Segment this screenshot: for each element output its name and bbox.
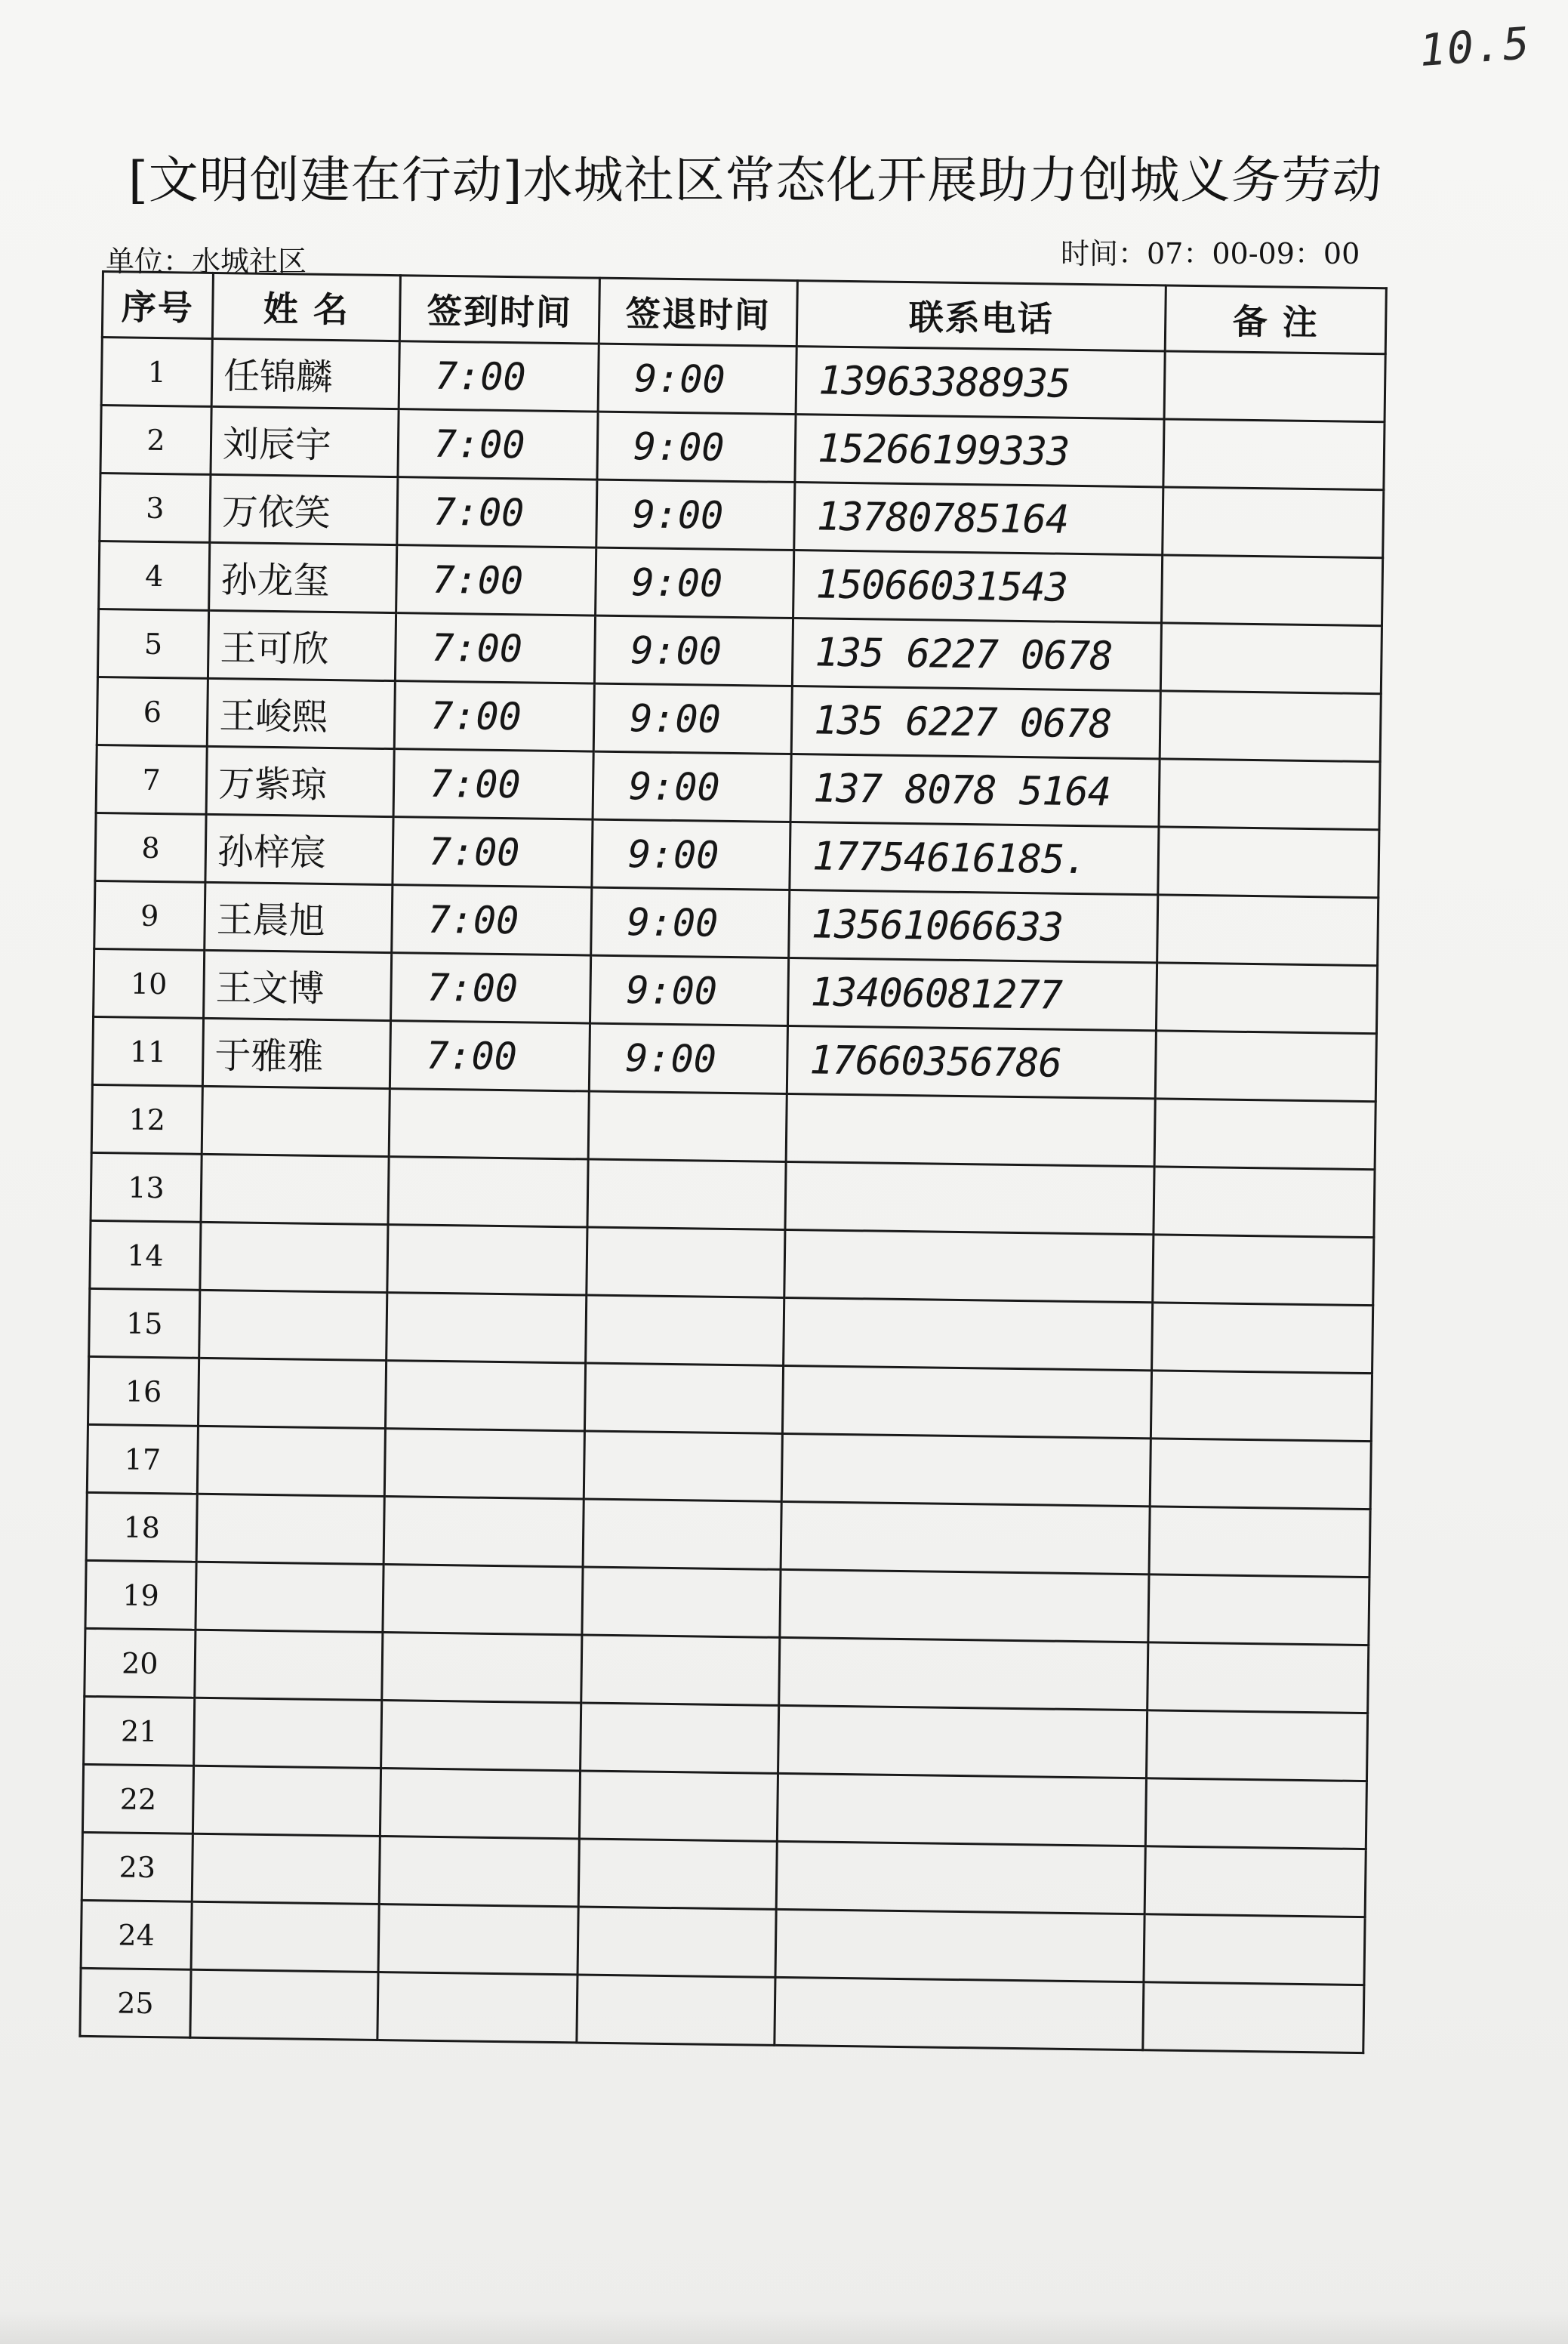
row-sign-out-cell: 9:00: [594, 615, 793, 686]
row-seq-cell: 1: [101, 338, 212, 407]
row-sign-in-cell: 7:00: [391, 953, 591, 1023]
row-seq-cell: 9: [94, 881, 205, 950]
row-sign-out-cell: [581, 1635, 780, 1705]
row-sign-out-cell: 9:00: [593, 683, 792, 754]
row-phone-cell: [778, 1705, 1148, 1778]
row-name-cell: 王可欣: [208, 610, 396, 680]
row-seq-cell: 8: [95, 813, 206, 882]
row-phone-cell: [780, 1569, 1149, 1642]
row-seq-cell: 4: [99, 541, 210, 610]
row-remark-cell: [1163, 419, 1385, 490]
row-sign-in-cell: [383, 1565, 583, 1635]
row-sign-in-cell: 7:00: [396, 545, 596, 615]
row-name-cell: 孙龙玺: [209, 542, 397, 612]
row-name-cell: [199, 1290, 387, 1360]
row-phone-cell: 13406081277: [787, 958, 1157, 1030]
row-remark-cell: [1148, 1574, 1369, 1645]
row-seq-cell: 22: [82, 1764, 193, 1834]
row-sign-out-cell: [579, 1771, 778, 1841]
row-seq-cell: 12: [91, 1084, 202, 1154]
row-sign-out-cell: 9:00: [593, 751, 791, 822]
row-sign-in-cell: [387, 1225, 587, 1295]
row-name-cell: [197, 1426, 385, 1496]
row-sign-out-cell: [584, 1431, 782, 1501]
row-remark-cell: [1151, 1371, 1372, 1442]
row-phone-cell: 13780785164: [794, 483, 1163, 555]
row-name-cell: 王晨旭: [205, 882, 393, 952]
row-sign-out-cell: [584, 1363, 783, 1433]
row-sign-in-cell: [387, 1293, 587, 1363]
row-name-cell: [193, 1766, 380, 1836]
row-name-cell: [200, 1222, 388, 1292]
row-sign-in-cell: 7:00: [399, 341, 599, 412]
row-name-cell: 王峻熙: [207, 678, 395, 748]
row-remark-cell: [1144, 1846, 1366, 1917]
row-sign-in-cell: 7:00: [394, 681, 594, 751]
row-seq-cell: 2: [100, 406, 211, 475]
row-sign-in-cell: [388, 1157, 588, 1227]
row-sign-out-cell: 9:00: [592, 819, 790, 890]
document-title: [文明创建在行动]水城社区常态化开展助力创城义务劳动: [128, 151, 1383, 209]
row-seq-cell: 15: [89, 1288, 200, 1358]
row-name-cell: 任锦麟: [211, 338, 399, 409]
row-sign-out-cell: [578, 1839, 777, 1909]
row-sign-out-cell: [581, 1703, 779, 1773]
row-seq-cell: 7: [96, 745, 207, 814]
header-remark: 备 注: [1165, 285, 1386, 354]
row-sign-out-cell: 9:00: [589, 1023, 787, 1093]
row-phone-cell: [775, 1909, 1144, 1982]
row-sign-in-cell: 7:00: [393, 817, 593, 887]
row-name-cell: 孙梓宸: [205, 814, 393, 884]
row-phone-cell: [784, 1297, 1153, 1370]
row-phone-cell: 13561066633: [789, 890, 1158, 962]
row-remark-cell: [1150, 1439, 1371, 1510]
row-phone-cell: [781, 1433, 1151, 1506]
row-name-cell: [195, 1630, 383, 1700]
row-remark-cell: [1144, 1914, 1365, 1985]
row-seq-cell: 6: [97, 677, 208, 746]
row-remark-cell: [1152, 1303, 1373, 1374]
row-seq-cell: 16: [88, 1356, 199, 1426]
row-sign-in-cell: [377, 1972, 578, 2042]
row-remark-cell: [1156, 963, 1377, 1034]
row-phone-cell: [785, 1161, 1154, 1234]
row-sign-in-cell: [381, 1701, 581, 1771]
row-phone-cell: 135 6227 0678: [792, 618, 1161, 691]
row-name-cell: 万依笑: [210, 474, 398, 544]
row-name-cell: 刘辰宇: [211, 406, 399, 477]
row-seq-cell: 23: [82, 1832, 193, 1901]
row-name-cell: [198, 1358, 386, 1428]
row-remark-cell: [1158, 827, 1379, 898]
row-remark-cell: [1155, 1031, 1376, 1102]
row-phone-cell: 17660356786: [787, 1026, 1156, 1098]
row-phone-cell: 15066031543: [793, 551, 1163, 623]
time-range-label: 时间：07：00-09：00: [1061, 237, 1360, 270]
row-remark-cell: [1149, 1507, 1370, 1578]
row-remark-cell: [1157, 895, 1379, 966]
row-remark-cell: [1145, 1778, 1366, 1849]
row-phone-cell: [781, 1501, 1150, 1574]
row-sign-out-cell: [586, 1295, 784, 1365]
row-phone-cell: [779, 1637, 1148, 1710]
row-sign-in-cell: 7:00: [395, 613, 595, 683]
row-sign-in-cell: [385, 1361, 585, 1431]
row-name-cell: [196, 1494, 384, 1564]
row-sign-in-cell: [382, 1633, 582, 1703]
row-sign-out-cell: [588, 1091, 787, 1161]
row-seq-cell: 18: [86, 1492, 197, 1562]
row-seq-cell: 25: [80, 1968, 191, 2037]
row-sign-in-cell: 7:00: [393, 749, 593, 819]
row-name-cell: 于雅雅: [202, 1018, 390, 1088]
row-seq-cell: 21: [84, 1696, 195, 1766]
row-seq-cell: 14: [90, 1220, 201, 1290]
row-remark-cell: [1143, 1982, 1364, 2053]
row-sign-in-cell: [378, 1904, 578, 1974]
row-name-cell: [196, 1562, 384, 1632]
row-remark-cell: [1162, 555, 1383, 626]
row-seq-cell: 24: [81, 1900, 192, 1969]
row-sign-in-cell: [389, 1089, 589, 1159]
row-sign-out-cell: [587, 1159, 786, 1229]
row-name-cell: 王文博: [204, 950, 392, 1020]
header-seq: 序号: [102, 272, 213, 339]
row-seq-cell: 11: [92, 1016, 203, 1086]
row-seq-cell: 3: [100, 473, 211, 542]
row-phone-cell: 137 8078 5164: [790, 754, 1160, 827]
row-remark-cell: [1160, 691, 1381, 762]
row-sign-out-cell: 9:00: [597, 412, 796, 482]
row-phone-cell: [784, 1229, 1154, 1302]
row-name-cell: [194, 1698, 382, 1768]
row-sign-in-cell: [384, 1429, 584, 1499]
row-phone-cell: [786, 1093, 1155, 1166]
row-phone-cell: [777, 1773, 1146, 1846]
row-remark-cell: [1164, 351, 1385, 422]
header-sign-out: 签退时间: [599, 278, 797, 346]
row-sign-out-cell: [587, 1227, 785, 1297]
row-remark-cell: [1154, 1167, 1375, 1238]
row-sign-out-cell: 9:00: [596, 547, 794, 618]
header-phone: 联系电话: [796, 281, 1166, 351]
row-phone-cell: [775, 1977, 1144, 2049]
row-sign-in-cell: 7:00: [398, 409, 598, 480]
row-sign-out-cell: 9:00: [590, 955, 789, 1026]
row-remark-cell: [1160, 623, 1382, 694]
row-sign-in-cell: [380, 1769, 580, 1839]
row-sign-out-cell: 9:00: [596, 480, 795, 550]
row-seq-cell: 13: [91, 1152, 202, 1222]
row-sign-out-cell: 9:00: [598, 344, 796, 414]
row-remark-cell: [1146, 1710, 1367, 1781]
row-name-cell: 万紫琼: [206, 746, 394, 816]
scan-shadow: [0, 2311, 1568, 2344]
row-sign-in-cell: 7:00: [397, 477, 597, 547]
row-name-cell: [190, 1969, 378, 2040]
row-sign-out-cell: [582, 1567, 781, 1637]
sign-in-table-wrapper: [79, 270, 1387, 2054]
row-remark-cell: [1163, 487, 1384, 558]
row-seq-cell: 5: [97, 609, 208, 678]
sign-in-table: [79, 270, 1387, 2054]
row-sign-in-cell: 7:00: [390, 1021, 590, 1091]
header-sign-in: 签到时间: [399, 276, 599, 344]
row-sign-out-cell: [578, 1907, 776, 1977]
row-phone-cell: 15266199333: [795, 415, 1164, 487]
row-seq-cell: 17: [87, 1424, 198, 1494]
row-sign-out-cell: [583, 1499, 781, 1569]
row-sign-in-cell: [379, 1836, 579, 1906]
row-name-cell: [201, 1154, 389, 1224]
row-sign-in-cell: 7:00: [392, 885, 592, 955]
row-sign-out-cell: 9:00: [591, 887, 790, 958]
row-remark-cell: [1159, 759, 1380, 830]
row-phone-cell: 135 6227 0678: [791, 686, 1160, 759]
row-seq-cell: 20: [85, 1628, 196, 1698]
row-phone-cell: [776, 1841, 1145, 1914]
row-remark-cell: [1148, 1642, 1369, 1713]
row-phone-cell: 17754616185.: [790, 822, 1159, 895]
header-name: 姓 名: [212, 273, 400, 341]
row-remark-cell: [1154, 1099, 1375, 1170]
row-name-cell: [192, 1834, 380, 1904]
row-seq-cell: 19: [85, 1560, 196, 1630]
unit-label: 单位：水城社区: [106, 245, 307, 278]
row-name-cell: [191, 1901, 379, 1972]
table-body: [80, 338, 1385, 2053]
row-sign-out-cell: [577, 1975, 775, 2045]
row-remark-cell: [1153, 1235, 1374, 1306]
row-name-cell: [202, 1086, 390, 1156]
row-phone-cell: 13963388935: [796, 347, 1165, 419]
row-phone-cell: [782, 1365, 1151, 1438]
handwritten-date-note: 10.5: [1417, 17, 1533, 77]
row-seq-cell: 10: [94, 948, 205, 1018]
row-sign-in-cell: [384, 1497, 584, 1567]
